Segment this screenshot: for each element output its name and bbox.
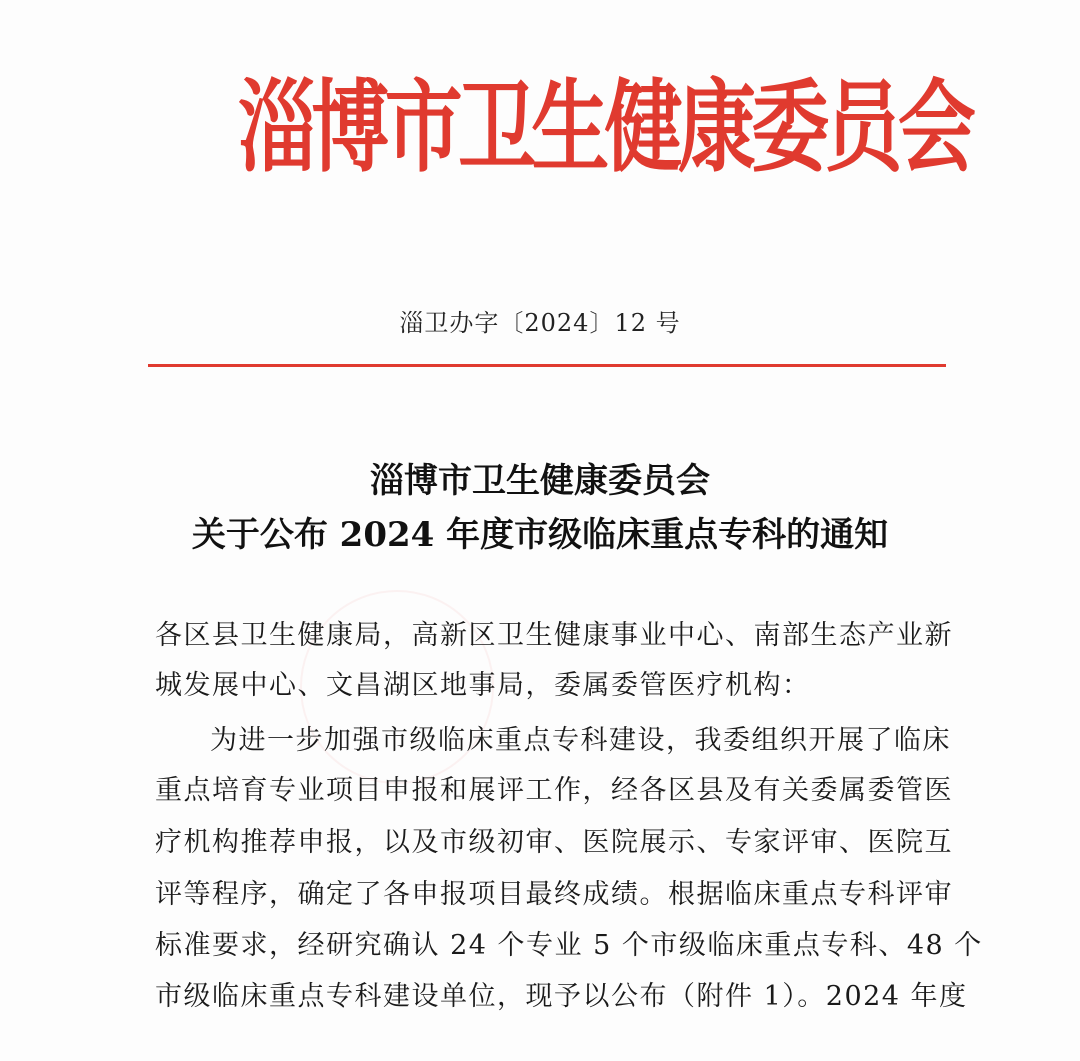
notice-title-line-1: 淄博市卫生健康委员会 [370,461,710,501]
body-line: 市级临床重点专科建设单位，现予以公布（附件 1）。2024 年度 [155,981,968,1012]
body-line: 为进一步加强市级临床重点专科建设，我委组织开展了临床 [210,725,951,756]
body-line: 疗机构推荐申报，以及市级初审、医院展示、专家评审、医院互 [155,827,953,858]
red-divider-line [148,364,946,367]
body-line: 评等程序，确定了各申报项目最终成绩。根据临床重点专科评审 [155,879,953,910]
body-line: 城发展中心、文昌湖区地事局，委属委管医疗机构： [155,670,811,701]
document-number: 淄卫办字〔2024〕12 号 [399,309,681,337]
notice-title-line-2: 关于公布 2024 年度市级临床重点专科的通知 [191,515,889,555]
body-line: 标准要求，经研究确认 24 个专业 5 个市级临床重点专科、48 个 [155,930,983,961]
body-line: 重点培育专业项目申报和展评工作，经各区县及有关委属委管医 [155,775,953,806]
body-line: 各区县卫生健康局，高新区卫生健康事业中心、南部生态产业新 [155,620,953,651]
masthead-org-name: 淄博市卫生健康委员会 [238,68,972,186]
